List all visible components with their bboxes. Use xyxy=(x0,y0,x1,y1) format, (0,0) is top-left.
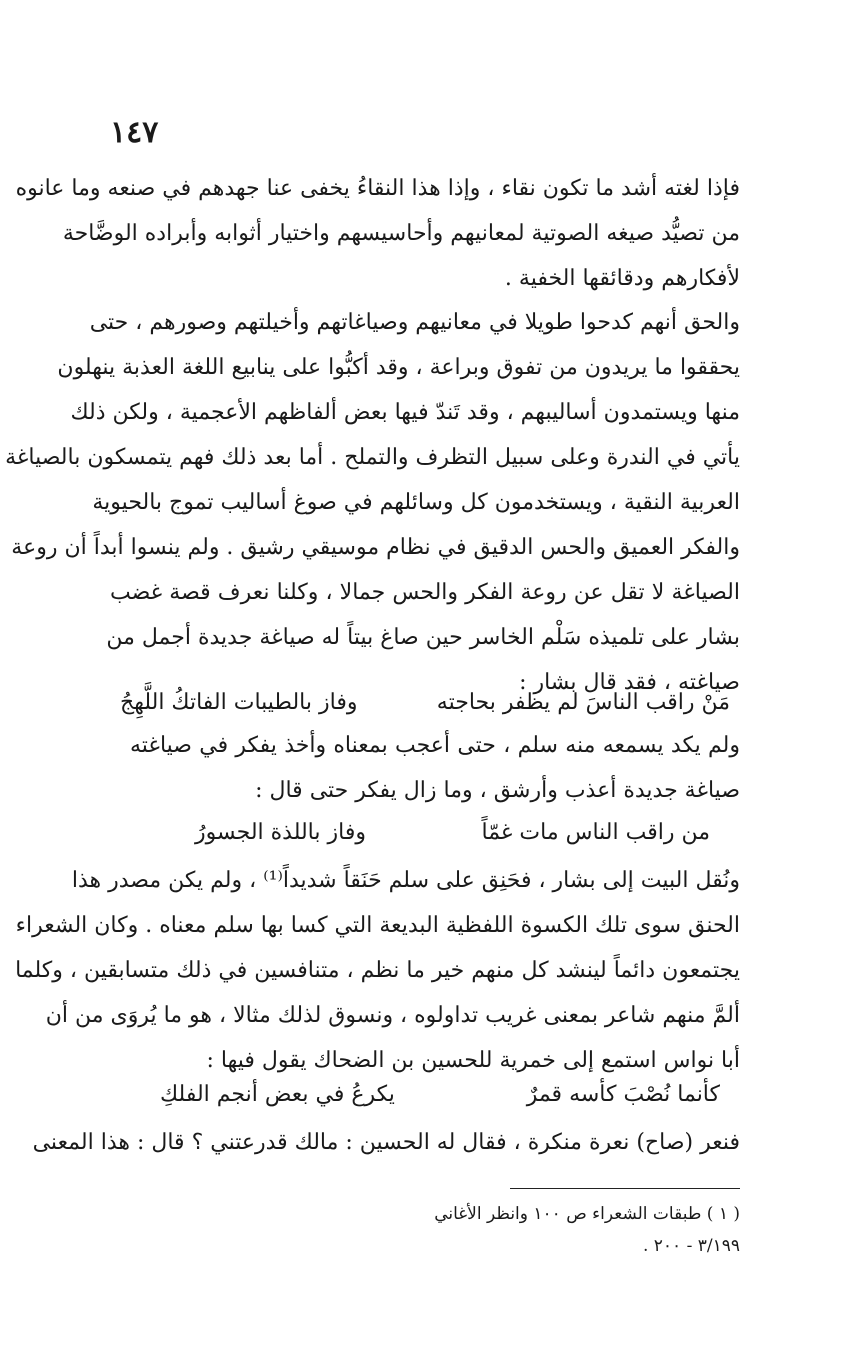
text-line: صياغته ، فقد قال بشار : xyxy=(519,670,740,695)
text-line: العربية النقية ، ويستخدمون كل وسائلهم في صوغ أساليب تموج بالحيوية xyxy=(92,490,740,515)
text-line: الصياغة لا تقل عن روعة الفكر والحس جمالا ، وكلنا نعرف قصة غضب xyxy=(110,580,740,605)
footnote-line-2: ٣/١٩٩ - ٢٠٠ . xyxy=(642,1236,740,1256)
verse-1 xyxy=(110,690,740,720)
text-line: والحق أنهم كدحوا طويلا في معانيهم وصياغاتهم وأخيلتهم وصورهم ، حتى xyxy=(89,310,740,335)
text-line: منها ويستمدون أساليبهم ، وقد تَندّ فيها بعض ألفاظهم الأعجمية ، ولكن ذلك xyxy=(70,400,740,425)
text-line: أبا نواس استمع إلى خمرية للحسين بن الضحاك يقول فيها : xyxy=(206,1048,740,1073)
verse-hemistich-first: من راقب الناس مات غمّاً xyxy=(481,820,710,845)
text-line: ولم يكد يسمعه منه سلم ، حتى أعجب بمعناه وأخذ يفكر في صياغته xyxy=(130,733,740,758)
text-line: يأتي في الندرة وعلى سبيل التظرف والتملح . أما بعد ذلك فهم يتمسكون بالصياغة xyxy=(5,445,740,470)
verse-hemistich-second: وفاز باللذة الجسورُ xyxy=(195,820,366,845)
footnote-line-1: ( ١ ) طبقات الشعراء ص ١٠٠ وانظر الأغاني xyxy=(434,1204,740,1224)
verse-hemistich-second: يكرعُ في بعض أنجم الفلكِ xyxy=(160,1082,395,1107)
text-line: صياغة جديدة أعذب وأرشق ، وما زال يفكر حتى قال : xyxy=(255,778,740,803)
text-line: فإذا لغته أشد ما تكون نقاء ، وإذا هذا النقاءُ يخفى عنا جهدهم في صنعه وما عانوه xyxy=(15,176,740,201)
verse-hemistich-first: كأنما نُصْبَ كأسه قمرٌ xyxy=(526,1082,720,1107)
verse-2 xyxy=(110,820,740,850)
text-line: ألمَّ منهم شاعر بمعنى غريب تداولوه ، ونسوق لذلك مثالا ، هو ما يُروَى من أن xyxy=(45,1003,740,1028)
verse-hemistich-second: وفاز بالطيبات الفاتكُ اللَّهِجُ xyxy=(120,690,358,715)
text-line: والفكر العميق والحس الدقيق في نظام موسيقي رشيق . ولم ينسوا أبداً أن روعة xyxy=(11,535,740,560)
text-line: الحنق سوى تلك الكسوة اللفظية البديعة التي كسا بها سلم معناه . وكان الشعراء xyxy=(15,913,740,938)
text-line: ونُقل البيت إلى بشار ، فحَنِق على سلم حَنَقاً شديداً⁽¹⁾ ، ولم يكن مصدر هذا xyxy=(71,868,740,893)
footnote-divider xyxy=(510,1188,740,1189)
page-number: ١٤٧ xyxy=(110,115,159,150)
text-line: بشار على تلميذه سَلْم الخاسر حين صاغ بيتاً له صياغة جديدة أجمل من xyxy=(106,625,740,650)
text-line: لأفكارهم ودقائقها الخفية . xyxy=(504,266,740,291)
text-line: فنعر (صاح) نعرة منكرة ، فقال له الحسين : مالك قدرعتني ؟ قال : هذا المعنى xyxy=(32,1130,740,1155)
text-line: من تصيُّد صيغه الصوتية لمعانيهم وأحاسيسهم واختيار أثوابه وأبراده الوضَّاحة xyxy=(62,221,740,246)
verse-hemistich-first: مَنْ راقب الناسَ لم يظفر بحاجته xyxy=(436,690,730,715)
text-line: يحققوا ما يريدون من تفوق وبراعة ، وقد أكبُّوا على ينابيع اللغة العذبة ينهلون xyxy=(57,355,740,380)
text-line: يجتمعون دائماً لينشد كل منهم خير ما نظم ، متنافسين في ذلك متسابقين ، وكلما xyxy=(15,958,740,983)
verse-3 xyxy=(110,1082,740,1112)
